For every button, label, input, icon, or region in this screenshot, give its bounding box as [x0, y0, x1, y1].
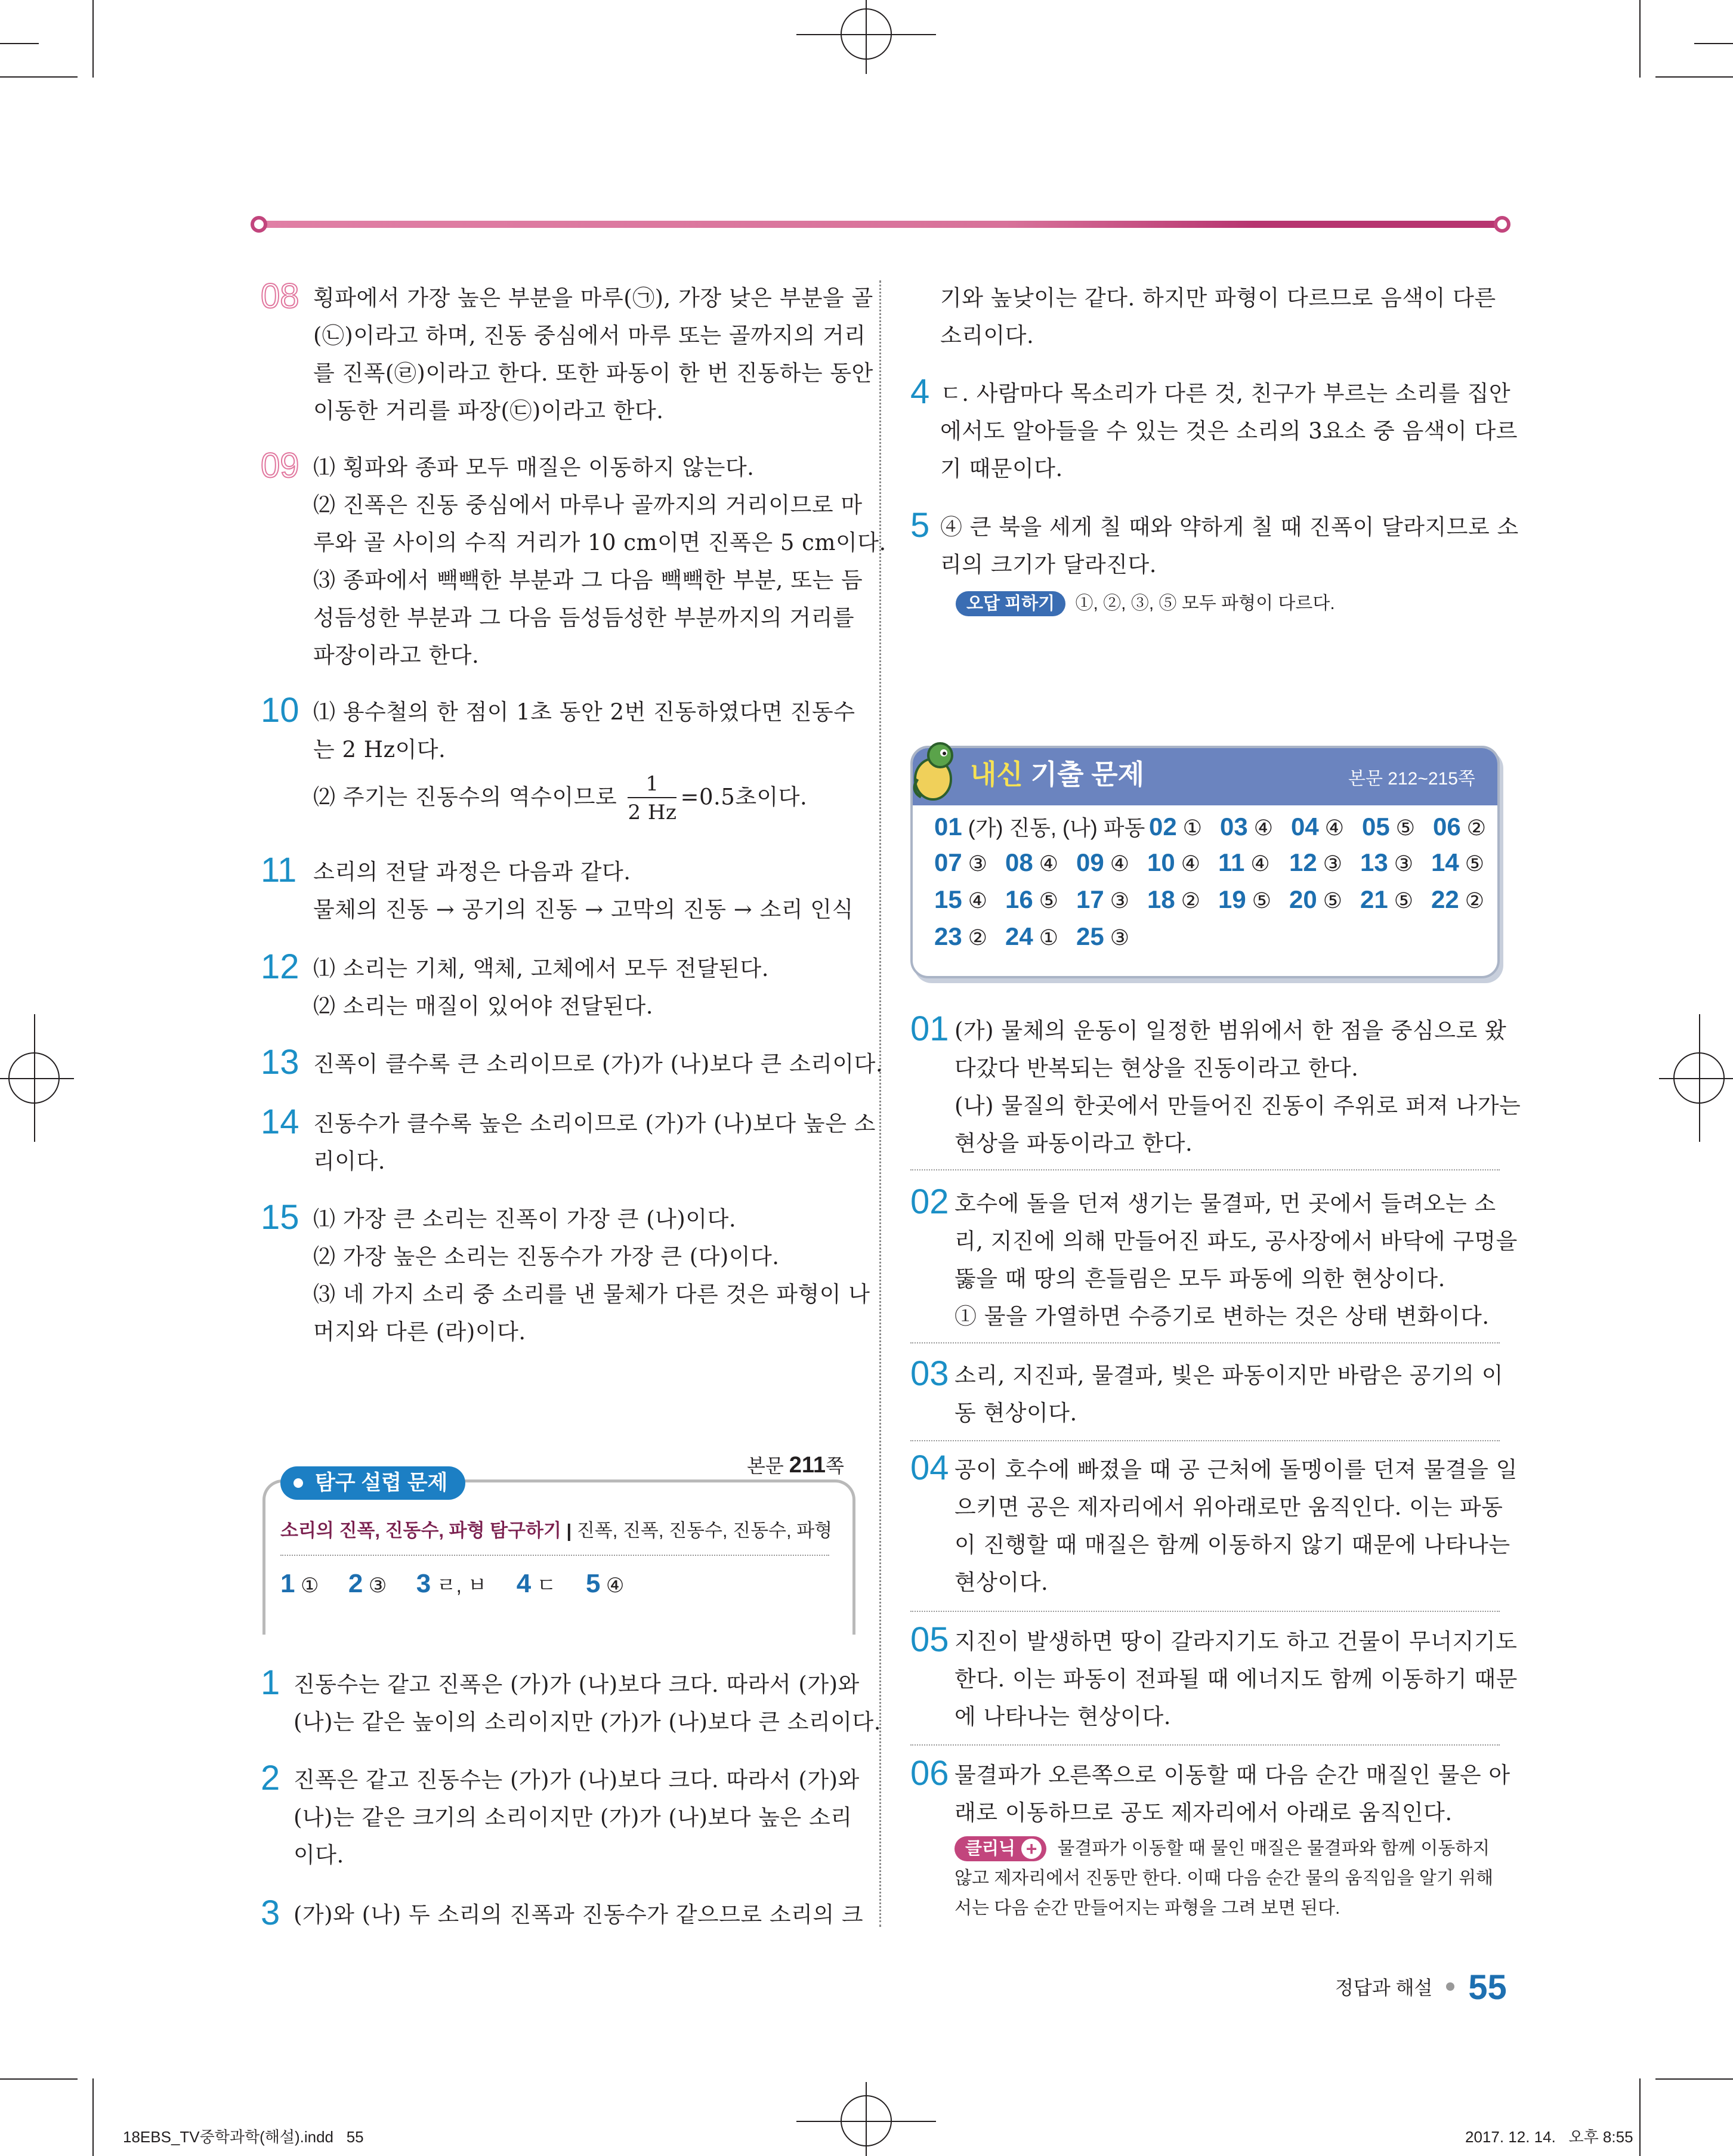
- item-body: [940, 279, 1496, 354]
- answer-value: ①: [1039, 925, 1059, 950]
- naesin-answer: [1005, 922, 1076, 951]
- text-line: 호수에 돌을 던져 생기는 물결파, 먼 곳에서 들려오는 소: [954, 1191, 1496, 1216]
- naesin-answer: [1362, 813, 1433, 841]
- crop-mark: [1694, 43, 1733, 44]
- naesin-answer: [1076, 848, 1147, 877]
- text-line: ⑵ 가장 높은 소리는 진동수가 가장 큰 (다)이다.: [313, 1244, 780, 1269]
- item-body: [313, 279, 873, 430]
- answer-value: ③: [1110, 888, 1130, 913]
- inquiry-answer: [348, 1569, 387, 1599]
- text-line: 에서도 알아들을 수 있는 것은 소리의 3요소 중 음색이 다르: [940, 418, 1518, 444]
- registration-line: [1699, 1014, 1700, 1142]
- naesin-answer: [1076, 922, 1129, 951]
- naesin-answer: [1218, 885, 1289, 914]
- item-body: [294, 1761, 860, 1874]
- dotted-divider: [910, 1440, 1500, 1441]
- naesin-item-02: [910, 1182, 1518, 1335]
- text-line: 래로 이동하므로 공도 제자리에서 아래로 움직인다.: [954, 1800, 1453, 1826]
- answer-item-11: [261, 853, 854, 928]
- item-body: [313, 853, 854, 928]
- text-line: 리, 지진에 의해 만들어진 파도, 공사장에서 바닥에 구멍을: [954, 1228, 1518, 1254]
- naesin-item-03: [910, 1354, 1503, 1432]
- text-line: ⑴ 용수철의 한 점이 1초 동안 2번 진동하였다면 진동수: [313, 699, 855, 725]
- item-body: [954, 1756, 1510, 1831]
- text-line: (가) 물체의 운동이 일정한 범위에서 한 점을 중심으로 왔: [954, 1018, 1507, 1043]
- text-line: (나)는 같은 높이의 소리이지만 (가)가 (나)보다 큰 소리이다.: [294, 1709, 882, 1735]
- answer-row: [934, 811, 1486, 842]
- text-line: 진동수가 클수록 높은 소리이므로 (가)가 (나)보다 높은 소: [313, 1111, 876, 1136]
- text-line: 이다.: [294, 1842, 344, 1868]
- clinic-badge: [954, 1836, 1046, 1861]
- answer-number: 18: [1147, 885, 1175, 913]
- item-body: [954, 1357, 1503, 1432]
- item-number: 13: [261, 1043, 299, 1082]
- inquiry-answer: [517, 1569, 557, 1599]
- answer-value: ③: [368, 1574, 387, 1597]
- text-line: ① 물을 가열하면 수증기로 변하는 것은 상태 변화이다.: [954, 1304, 1490, 1329]
- page-ref-label: 본문: [747, 1455, 784, 1477]
- item-body: [954, 1451, 1518, 1601]
- text-line: 동 현상이다.: [954, 1400, 1077, 1426]
- text-line: ⑶ 종파에서 빽빽한 부분과 그 다음 빽빽한 부분, 또는 듬: [313, 567, 863, 593]
- text-line: 이 진행할 때 매질은 함께 이동하지 않기 때문에 나타나는: [954, 1532, 1510, 1558]
- item-number: 10: [261, 691, 299, 730]
- text-line: ④ 큰 북을 세게 칠 때와 약하게 칠 때 진폭이 달라지므로 소: [940, 514, 1519, 540]
- naesin-answer: [1147, 848, 1218, 877]
- answer-item-10: [261, 693, 855, 827]
- header-bar-line: [259, 221, 1502, 228]
- text-line: 기와 높낮이는 같다. 하지만 파형이 다르므로 음색이 다른: [940, 285, 1496, 311]
- text-line: 이동한 거리를 파장(㉢)이라고 한다.: [313, 398, 664, 424]
- answer-number: 16: [1005, 885, 1033, 913]
- item-number: 01: [910, 1009, 949, 1048]
- answer-value: ②: [1181, 888, 1201, 913]
- naesin-answer: [1289, 885, 1360, 914]
- inquiry-answer: [416, 1569, 487, 1599]
- answer-value: ①: [1182, 816, 1203, 840]
- answer-value: ①: [300, 1574, 319, 1597]
- item-body: [313, 1105, 876, 1180]
- inquiry-title-pill: [280, 1466, 465, 1500]
- inquiry-box-frame: [262, 1479, 855, 1635]
- clinic-text-line: 않고 제자리에서 진동만 한다. 이때 다음 순간 물의 움직임을 알기 위해: [954, 1868, 1494, 1888]
- text-line: 진폭은 같고 진동수는 (가)가 (나)보다 크다. 따라서 (가)와: [294, 1767, 860, 1793]
- answer-number: 01: [934, 813, 962, 841]
- naesin-answer: [1360, 885, 1431, 914]
- answer-item-09: [261, 446, 886, 674]
- bullet-icon: [294, 1478, 303, 1488]
- wrong-answer-tip-badge: 오답 피하기: [956, 591, 1065, 616]
- inquiry-subtitle: [280, 1515, 832, 1542]
- fraction-line: [313, 771, 855, 827]
- naesin-answer: [1218, 848, 1289, 877]
- crop-mark: [1639, 0, 1641, 78]
- text-line: (나) 물질의 한곳에서 만들어진 진동이 주위로 퍼져 나가는: [954, 1093, 1521, 1119]
- naesin-answer: [1220, 813, 1291, 841]
- item-body: [954, 1623, 1518, 1735]
- registration-line: [866, 2082, 867, 2156]
- naesin-answer: [1433, 813, 1486, 841]
- item-number: 08: [261, 277, 299, 316]
- answer-number: 04: [1291, 813, 1319, 841]
- item-number: 11: [261, 851, 297, 889]
- answer-value: ④: [1250, 851, 1270, 876]
- clinic-tip-first-line: [954, 1834, 1510, 1864]
- answer-number: 12: [1289, 848, 1317, 876]
- answer-value: ⑤: [1394, 888, 1414, 913]
- item-number: 3: [261, 1894, 280, 1932]
- inquiry-answer-row: [280, 1569, 624, 1599]
- header-bar: [251, 216, 1510, 233]
- item-number: 12: [261, 947, 299, 986]
- dotted-divider: [910, 1342, 1500, 1343]
- registration-line: [1659, 1078, 1733, 1079]
- answer-number: 21: [1360, 885, 1388, 913]
- answer-number: 19: [1218, 885, 1246, 913]
- text-line: 소리, 지진파, 물결파, 빛은 파동이지만 바람은 공기의 이: [954, 1363, 1503, 1388]
- inquiry-subtitle-label: 소리의 진폭, 진동수, 파형 탐구하기: [280, 1520, 561, 1541]
- item-number: 06: [910, 1754, 949, 1793]
- naesin-answer: [1431, 885, 1484, 914]
- naesin-answer: [934, 848, 1005, 877]
- naesin-answer: [1076, 885, 1147, 914]
- inquiry-page-ref: [747, 1451, 844, 1478]
- answer-item-12: [261, 947, 769, 1025]
- crop-mark: [1639, 2078, 1641, 2156]
- answer-item-13: [261, 1045, 883, 1083]
- footer-section-title: 정답과 해설: [1335, 1977, 1433, 1999]
- clinic-text-line: 물결파가 이동할 때 물인 매질은 물결파와 함께 이동하지: [1057, 1839, 1490, 1858]
- answer-number: 2: [348, 1569, 363, 1598]
- inquiry-title: 탐구 설렵 문제: [315, 1471, 448, 1494]
- page-ref-number: 211: [789, 1453, 826, 1478]
- answer-number: 09: [1076, 848, 1104, 876]
- crop-mark: [0, 43, 39, 44]
- dotted-divider: [280, 1555, 829, 1556]
- text-line: 는 2 Hz이다.: [313, 737, 446, 762]
- naesin-answer: [1360, 848, 1431, 877]
- item-number: 09: [261, 446, 299, 485]
- header-bar-dot-left: [251, 216, 267, 233]
- clinic-text-line: 서는 다음 순간 만들어지는 파형을 그려 보면 된다.: [954, 1898, 1340, 1918]
- answer-value: ③: [1110, 925, 1130, 950]
- answer-row: [934, 848, 1484, 877]
- dotted-divider: [910, 1744, 1500, 1746]
- text-line: ⑴ 소리는 기체, 액체, 고체에서 모두 전달된다.: [313, 956, 769, 981]
- text-line: ⑴ 횡파와 종파 모두 매질은 이동하지 않는다.: [313, 455, 755, 480]
- text-line: 뚫을 때 땅의 흔들림은 모두 파동에 의한 현상이다.: [954, 1266, 1445, 1292]
- item-number: 03: [910, 1354, 949, 1393]
- naesin-item-06: [910, 1756, 1510, 1923]
- text-line: 를 진폭(㉣)이라고 한다. 또한 파동이 한 번 진동하는 동안: [313, 360, 873, 386]
- answer-value: ②: [1465, 888, 1485, 913]
- text-line: 다갔다 반복되는 현상을 진동이라고 한다.: [954, 1055, 1359, 1081]
- answer-value: ⑤: [1395, 816, 1416, 840]
- text-line: ⑵ 소리는 매질이 있어야 전달된다.: [313, 993, 653, 1019]
- answer-number: 17: [1076, 885, 1104, 913]
- text-line: 성듬성한 부분과 그 다음 듬성듬성한 부분까지의 거리를: [313, 605, 855, 631]
- text-line: ⑵ 진폭은 진동 중심에서 마루나 골까지의 거리이므로 마: [313, 492, 863, 518]
- item-body: [313, 950, 769, 1025]
- mascot-icon: [906, 737, 965, 803]
- header-bar-dot-right: [1494, 216, 1510, 233]
- naesin-answer: [1005, 885, 1076, 914]
- text-segment: =0.5초이다.: [680, 784, 808, 810]
- text-line: 루와 골 사이의 수직 거리가 10 cm이면 진폭은 5 cm이다.: [313, 530, 886, 555]
- naesin-answer: [934, 885, 1005, 914]
- answer-value: ④: [968, 888, 988, 913]
- naesin-title: [970, 753, 1144, 792]
- answer-value: ⑤: [1323, 888, 1343, 913]
- text-line: ⑶ 네 가지 소리 중 소리를 낸 물체가 다른 것은 파형이 나: [313, 1281, 870, 1307]
- naesin-answer: [934, 922, 1005, 951]
- crop-mark: [1655, 76, 1733, 78]
- page-number: 55: [1468, 1968, 1507, 2007]
- text-line: 머지와 다른 (라)이다.: [313, 1319, 526, 1345]
- item-body: [294, 1666, 881, 1741]
- crop-mark: [92, 2078, 94, 2156]
- answer-value: ③: [1394, 851, 1414, 876]
- registration-line: [34, 1014, 35, 1142]
- naesin-answer: [1431, 848, 1484, 877]
- crop-mark: [92, 0, 94, 78]
- inquiry-answer: [586, 1569, 624, 1599]
- answer-number: 4: [516, 1569, 532, 1598]
- naesin-answer: [1147, 885, 1218, 914]
- answer-number: 10: [1147, 848, 1175, 876]
- answer-value: ④: [1253, 816, 1274, 840]
- answer-value: ③: [1323, 851, 1343, 876]
- answer-value: ④: [1324, 816, 1345, 840]
- text-line: 소리의 전달 과정은 다음과 같다.: [313, 859, 631, 885]
- answer-number: 13: [1360, 848, 1388, 876]
- inquiry-item-3: [261, 1896, 863, 1933]
- naesin-answer: [1289, 848, 1360, 877]
- answer-number: 02: [1149, 813, 1177, 841]
- answer-number: 1: [280, 1569, 295, 1598]
- text-line: 으키면 공은 제자리에서 위아래로만 움직인다. 이는 파동: [954, 1494, 1503, 1520]
- naesin-item-01: [910, 1009, 1521, 1162]
- answer-number: 20: [1289, 885, 1317, 913]
- text-line: 진폭이 클수록 큰 소리이므로 (가)가 (나)보다 큰 소리이다.: [313, 1051, 884, 1077]
- text-line: 소리이다.: [940, 323, 1034, 348]
- item-number: 02: [910, 1182, 949, 1221]
- answer-value: ㄹ, ㅂ: [436, 1574, 487, 1597]
- answer-number: 15: [934, 885, 962, 913]
- text-line: 물결파가 오른쪽으로 이동할 때 다음 순간 매질인 물은 아: [954, 1762, 1510, 1788]
- item-body: [940, 508, 1519, 583]
- registration-line: [0, 1078, 74, 1079]
- item-body: [313, 1200, 870, 1351]
- answer-number: 07: [934, 848, 962, 876]
- text-segment: ⑵ 주기는 진동수의 역수이므로: [313, 784, 617, 810]
- item-number: 14: [261, 1102, 299, 1141]
- inquiry-subtitle-answers: 진폭, 진폭, 진동수, 진동수, 파형: [576, 1520, 833, 1541]
- naesin-page-ref: 본문 212~215쪽: [1348, 769, 1475, 789]
- fraction: [628, 771, 676, 827]
- text-line: 기 때문이다.: [940, 456, 1063, 481]
- answer-number: 3: [416, 1569, 431, 1598]
- naesin-item-05: [910, 1620, 1518, 1735]
- item-number: 15: [261, 1198, 299, 1237]
- naesin-answer: [1291, 813, 1362, 841]
- text-line: (나)는 같은 크기의 소리이지만 (가)가 (나)보다 높은 소리: [294, 1805, 852, 1830]
- fraction-numerator: 1: [628, 771, 676, 798]
- page-ref-unit: 쪽: [826, 1455, 844, 1477]
- naesin-title-main: 기출 문제: [1030, 759, 1145, 790]
- answer-number: 11: [1218, 848, 1245, 876]
- text-line: 지진이 발생하면 땅이 갈라지기도 하고 건물이 무너지기도: [954, 1629, 1518, 1654]
- inquiry-item-5: [910, 508, 1519, 616]
- clinic-tip: [954, 1834, 1510, 1923]
- item-number: 5: [910, 506, 930, 545]
- answer-value: ⑤: [1039, 888, 1059, 913]
- item-body: [313, 449, 886, 674]
- answer-number: 14: [1431, 848, 1459, 876]
- item-number: 04: [910, 1448, 949, 1487]
- dotted-divider: [910, 1169, 1500, 1170]
- naesin-title-highlight: 내신: [970, 759, 1023, 790]
- inquiry-item-2: [261, 1761, 860, 1874]
- text-line: 리의 크기가 달라진다.: [940, 552, 1157, 577]
- answer-value: ④: [1039, 851, 1059, 876]
- plus-icon: +: [1021, 1839, 1042, 1859]
- answer-value: ③: [968, 851, 988, 876]
- item-body: [954, 1012, 1521, 1162]
- answer-value: (가) 진동, (나) 파동: [968, 816, 1145, 840]
- answer-value: ⑤: [1465, 851, 1485, 876]
- inquiry-item-3-continued: [910, 279, 1496, 354]
- tip-line: [956, 588, 1519, 616]
- registration-line: [866, 0, 867, 74]
- text-line: 에 나타나는 현상이다.: [954, 1704, 1171, 1729]
- answer-number: 25: [1076, 922, 1104, 950]
- answer-row: [934, 885, 1484, 914]
- clinic-badge-label: 클리닉: [965, 1839, 1016, 1858]
- text-line: 리이다.: [313, 1148, 385, 1174]
- text-line: 물체의 진동 → 공기의 진동 → 고막의 진동 → 소리 인식: [313, 897, 854, 922]
- separator: |: [566, 1520, 572, 1541]
- inquiry-item-4: [910, 372, 1518, 487]
- text-line: 파장이라고 한다.: [313, 643, 480, 668]
- answer-value: ㄷ: [536, 1574, 557, 1597]
- item-body: [954, 1185, 1518, 1335]
- answer-row: [934, 922, 1129, 951]
- naesin-answer: [1005, 848, 1076, 877]
- text-line: 진동수는 같고 진폭은 (가)가 (나)보다 크다. 따라서 (가)와: [294, 1672, 860, 1697]
- item-number: 2: [261, 1759, 280, 1797]
- item-body: [313, 1045, 883, 1083]
- answer-value: ④: [606, 1574, 625, 1597]
- naesin-item-04: [910, 1448, 1518, 1601]
- text-line: ⑴ 가장 큰 소리는 진폭이 가장 큰 (나)이다.: [313, 1206, 737, 1232]
- answer-value: ⑤: [1252, 888, 1272, 913]
- inquiry-answer: [280, 1569, 319, 1599]
- answer-value: ④: [1110, 851, 1130, 876]
- answer-number: 03: [1220, 813, 1248, 841]
- tip-text: ①, ②, ③, ⑤ 모두 파형이 다르다.: [1075, 594, 1335, 613]
- naesin-answer: [934, 811, 1149, 842]
- answer-item-14: [261, 1102, 876, 1180]
- item-body: [313, 693, 855, 827]
- answer-number: 08: [1005, 848, 1033, 876]
- item-number: 05: [910, 1620, 949, 1659]
- text-line: 한다. 이는 파동이 전파될 때 에너지도 함께 이동하기 때문: [954, 1666, 1518, 1692]
- text-line: 공이 호수에 빠졌을 때 공 근처에 돌멩이를 던져 물결을 일: [954, 1457, 1518, 1482]
- crop-mark: [1655, 2078, 1733, 2080]
- crop-mark: [0, 76, 78, 78]
- text-line: 현상이다.: [954, 1570, 1049, 1595]
- answer-number: 06: [1433, 813, 1461, 841]
- answer-number: 23: [934, 922, 962, 950]
- text-line: 횡파에서 가장 높은 부분을 마루(㉠), 가장 낮은 부분을 골: [313, 285, 873, 311]
- item-number: 1: [261, 1663, 280, 1702]
- inquiry-item-1: [261, 1663, 882, 1741]
- answer-number: 5: [585, 1569, 601, 1598]
- item-body: [940, 375, 1518, 487]
- answer-number: 24: [1005, 922, 1033, 950]
- text-line: (가)와 (나) 두 소리의 진폭과 진동수가 같으므로 소리의 크: [294, 1902, 864, 1928]
- bullet-icon: [1446, 1982, 1454, 1991]
- text-line: (㉡)이라고 하며, 진동 중심에서 마루 또는 골까지의 거리: [313, 323, 866, 348]
- print-timestamp: 2017. 12. 14. 오후 8:55: [1465, 2128, 1633, 2146]
- item-body: [294, 1896, 863, 1933]
- answer-item-15: [261, 1200, 870, 1351]
- fraction-denominator: 2 Hz: [628, 801, 677, 824]
- dotted-divider: [910, 1611, 1500, 1612]
- naesin-answer: [1149, 813, 1220, 841]
- answer-number: 05: [1362, 813, 1390, 841]
- crop-mark: [0, 2078, 78, 2080]
- answer-value: ②: [968, 925, 988, 950]
- answer-item-08: [261, 279, 873, 430]
- file-slug: 18EBS_TV중학과학(해설).indd 55: [123, 2128, 364, 2146]
- answer-number: 22: [1431, 885, 1459, 913]
- answer-value: ②: [1466, 816, 1487, 840]
- text-line: 현상을 파동이라고 한다.: [954, 1130, 1193, 1156]
- page-footer: [1335, 1967, 1507, 2007]
- answer-value: ④: [1181, 851, 1201, 876]
- text-line: ㄷ. 사람마다 목소리가 다른 것, 친구가 부르는 소리를 집안: [940, 381, 1511, 406]
- item-number: 4: [910, 372, 930, 411]
